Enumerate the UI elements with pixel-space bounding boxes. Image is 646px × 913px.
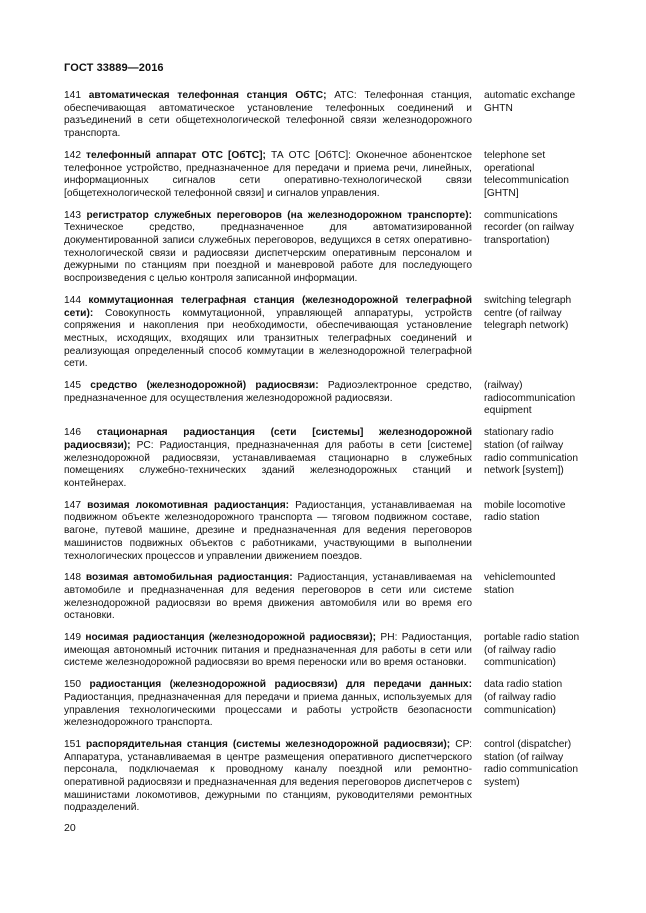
english-equivalent: portable radio station (of railway radio communication)	[484, 632, 580, 669]
term-definition	[64, 679, 472, 730]
term-definition	[64, 739, 472, 815]
term-entry	[64, 572, 584, 623]
term-definition	[64, 380, 472, 418]
term-name: носимая радиостанция (железнодорожной радиосвязи);	[85, 632, 377, 644]
term-entry	[64, 739, 584, 815]
term-description: Радиоэлектронное средство, предназначенное для осуществления железнодорожной радиосвязи.	[64, 380, 472, 404]
term-definition	[64, 427, 472, 491]
term-entry	[64, 380, 584, 418]
term-number: 145	[64, 380, 81, 392]
term-number: 141	[64, 90, 81, 101]
english-equivalent: telephone set operational telecommunication [GHTN]	[484, 149, 569, 199]
english-equivalent: (railway) radiocommunication equipment	[484, 380, 576, 417]
page-number: 20	[64, 822, 76, 834]
english-equivalent: control (dispatcher) station (of railway radio communication system)	[484, 738, 578, 789]
term-definition	[64, 210, 472, 286]
term-number: 148	[64, 572, 81, 584]
term-description: Радиостанция, устанавливаемая на автомобиле и предназначенная для ведения переговоров в сети или системе железнодорожной радиосвязи во время движения автомобиля или во время его остановки.	[64, 572, 472, 622]
term-description: ТА ОТС [ОбТС]: Оконечное абонентское телефонное устройство, предназначенное для передачи и приема речи, линейных, информационных сигналов сети оперативно-технологической связи [общетехнологической телефонной связи] и сигналов управления.	[64, 149, 472, 199]
term-name: радиостанция (железнодорожной радиосвязи) для передачи данных:	[89, 679, 472, 691]
english-equivalent: stationary radio station (of railway radio communication network [system])	[484, 427, 578, 477]
term-description: Техническое средство, предназначенное для автоматизированной документированной записи служебных переговоров, ведущихся в сетях оперативно-технологической связи и радиосвязи диспетчерским оперативным персоналом и дежурными по станциям при поездной и маневровой работе для последующего воспроизведения с целью контроля записанной информации.	[64, 222, 472, 285]
term-entry	[64, 295, 584, 371]
term-number: 147	[64, 499, 81, 511]
term-description: СР: Аппаратура, устанавливаемая в центре размещения оперативного диспетчерского персонала, подключаемая к проводному каналу поездной или ремонтно-оперативной радиосвязи и предназначенная для ведения переговоров диспетчеров с машинистами локомотивов, дежурными по станциям, руководителями ремонтных подразделений.	[64, 738, 472, 814]
term-entry	[64, 632, 584, 670]
english-equivalent: automatic exchange GHTN	[484, 90, 576, 114]
term-list	[64, 90, 584, 824]
term-name: возимая автомобильная радиостанция:	[85, 572, 293, 584]
term-name: распорядительная станция (системы железнодорожной радиосвязи);	[86, 738, 451, 750]
term-entry	[64, 427, 584, 491]
term-entry	[64, 210, 584, 286]
term-description: Радиостанция, устанавливаемая на подвижном объекте железнодорожного транспорта — тяговом подвижном составе, вагоне, путевой машине, дрезине и предназначенная для ведения переговоров машинистов подвижных объектов с работниками, участвующими в выполнении технологических процессов и управлении движением поездов.	[64, 499, 472, 562]
english-equivalent: vehiclemounted station	[484, 572, 556, 596]
term-definition	[64, 295, 472, 371]
term-entry	[64, 500, 584, 564]
term-name: регистратор служебных переговоров (на железнодорожном транспорте):	[86, 209, 472, 221]
term-entry	[64, 150, 584, 201]
term-name: средство (железнодорожной) радиосвязи:	[90, 380, 319, 392]
term-number: 151	[64, 738, 81, 750]
term-number: 144	[64, 294, 81, 306]
term-definition	[64, 500, 472, 564]
term-number: 150	[64, 679, 81, 691]
term-description: РС: Радиостанция, предназначенная для работы в сети [системе] железнодорожной радиосвязи, устанавливаемая стационарно в служебных помещениях служебно-технических зданий железнодорожных станций и контейнерах.	[64, 439, 472, 489]
term-number: 143	[64, 209, 81, 221]
term-number: 149	[64, 632, 81, 644]
english-equivalent: data radio station (of railway radio communication)	[484, 679, 563, 716]
term-definition	[64, 572, 472, 623]
term-description: Совокупность коммутационной, управляющей аппаратуры, устройств сопряжения и накопления при необходимости, обеспечивающая установление местных, исходящих, входящих или транзитных телеграфных соединений и реализующая определенный способ коммутации в железнодорожной телеграфной сети.	[64, 307, 472, 370]
term-entry	[64, 679, 584, 730]
term-description: АТС: Телефонная станция, обеспечивающая автоматическое установление телефонных соединений и разъединений в сети общетехнологической телефонной связи железнодорожного транспорта.	[64, 90, 472, 140]
term-description: Радиостанция, предназначенная для передачи и приема данных, используемых для управления технологическими процессами и работы устройств безопасности железнодорожного транспорта.	[64, 691, 472, 729]
term-number: 142	[64, 149, 81, 161]
term-name: автоматическая телефонная станция ОбТС;	[88, 90, 327, 101]
term-name: телефонный аппарат ОТС [ОбТС];	[86, 149, 266, 161]
english-equivalent: mobile locomotive radio station	[484, 499, 566, 524]
term-definition	[64, 90, 472, 141]
term-definition	[64, 632, 472, 670]
term-definition	[64, 150, 472, 201]
term-number: 146	[64, 427, 81, 439]
term-name: возимая локомотивная радиостанция:	[87, 499, 290, 511]
term-description: РН: Радиостанция, имеющая автономный источник питания и предназначенная для работы в сети или системе железнодорожной радиосвязи во время переноски или во время остановки.	[64, 632, 472, 669]
standard-header: ГОСТ 33889—2016	[64, 62, 164, 74]
english-equivalent: communications recorder (on railway transportation)	[484, 209, 575, 247]
term-name: стационарная радиостанция (сети [системы] железнодорожной радиосвязи);	[64, 427, 472, 451]
english-equivalent: switching telegraph centre (of railway telegraph network)	[484, 294, 572, 332]
term-name: коммутационная телеграфная станция (железнодорожной телеграфной сети):	[64, 294, 472, 319]
term-entry	[64, 90, 584, 141]
